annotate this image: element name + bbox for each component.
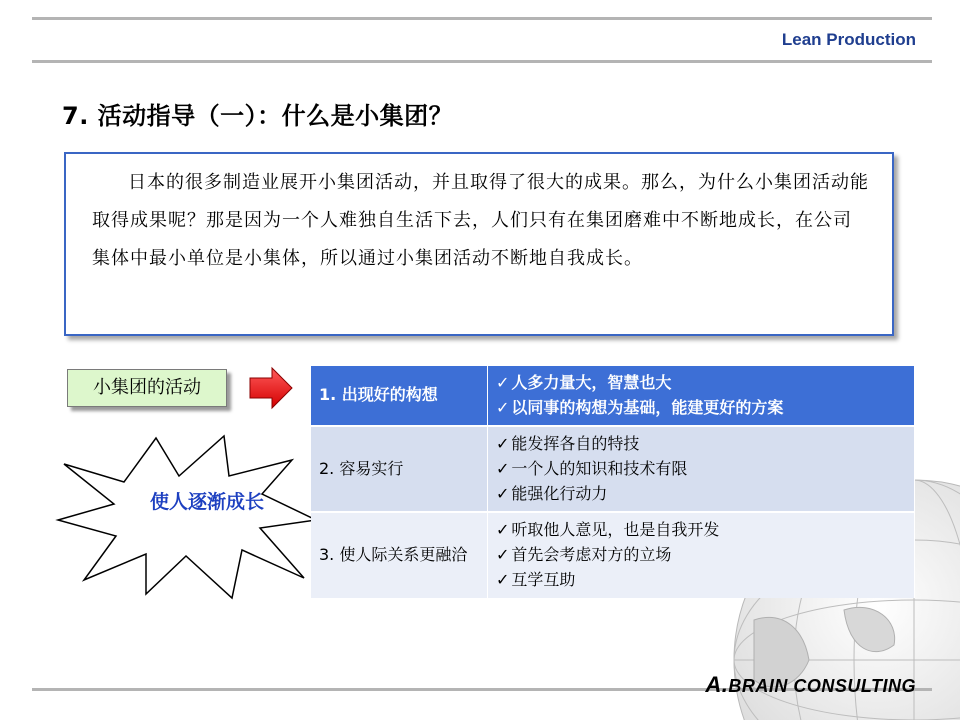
intro-line: 为什么小集团活动能取得成果呢？那是因为一个人难独自生活下去，人们 [92,172,869,231]
check-icon: ✓ [496,520,510,539]
table-row [311,426,915,512]
intro-box [64,152,894,336]
check-icon: ✓ [496,434,510,453]
point-text: 互学互助 [511,570,576,589]
check-icon: ✓ [496,373,510,392]
footer-brand [705,672,916,698]
point-text: 以同事的构想为基础，能建更好的方案 [511,398,784,417]
header-divider [32,60,932,63]
check-icon: ✓ [496,545,510,564]
footer-brand-initial: A. [705,672,729,697]
intro-line: 只有在集团磨难中不断地成长，在公司集体中最小单位是小集体，所以通 [92,210,852,269]
check-icon: ✓ [496,570,510,589]
point-text: 能发挥各自的特技 [511,434,640,453]
check-icon: ✓ [496,459,510,478]
table-points [488,366,915,426]
table-row [311,512,915,598]
check-icon: ✓ [496,484,510,503]
point-text: 一个人的知识和技术有限 [511,459,688,478]
footer-brand-rest: BRAIN CONSULTING [728,676,916,696]
intro-text [92,164,870,278]
right-arrow-icon [248,366,294,410]
point-text: 能强化行动力 [511,484,608,503]
table-points [488,512,915,598]
table-row [311,366,915,426]
table-item: 3. 使人际关系更融洽 [311,512,488,598]
point-text: 首先会考虑对方的立场 [511,545,672,564]
table-points [488,426,915,512]
intro-line: 日本的很多制造业展开小集团活动，并且取得了很大的成果。那么， [128,172,698,193]
page-title: 7. 活动指导（一）：什么是小集团？ [62,102,454,130]
table-item: 1. 出现好的构想 [311,366,488,426]
check-icon: ✓ [496,398,510,417]
table-item: 2. 容易实行 [311,426,488,512]
starburst-shape [54,432,324,602]
point-text: 听取他人意见，也是自我开发 [511,520,720,539]
header-brand: Lean Production [781,30,916,49]
point-text: 人多力量大，智慧也大 [511,373,672,392]
top-divider [32,17,932,20]
activity-table [311,366,915,598]
intro-line: 过小集团活动不断地自我成长。 [377,248,643,269]
activity-label: 小集团的活动 [67,369,227,407]
burst-text: 使人逐渐成长 [149,491,264,513]
